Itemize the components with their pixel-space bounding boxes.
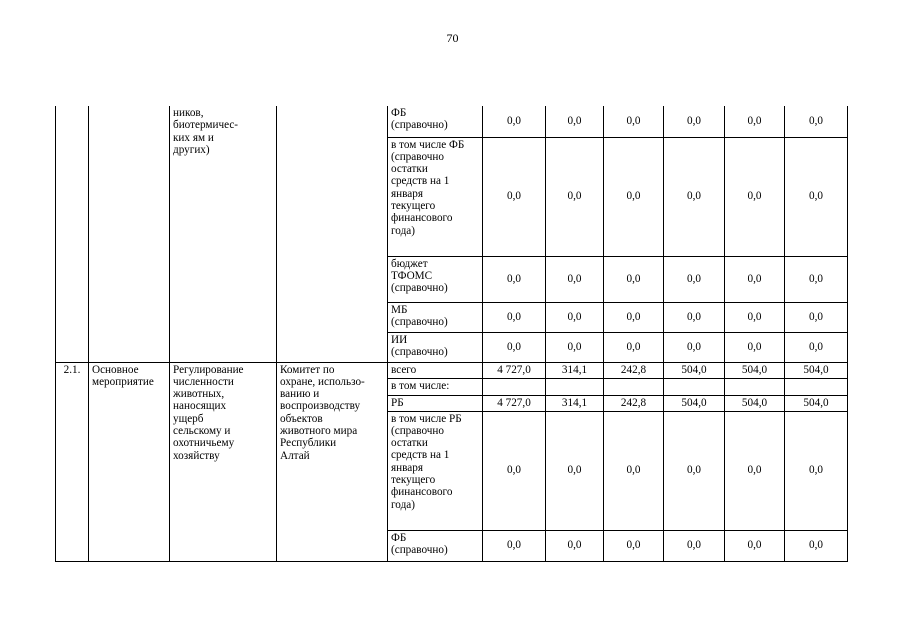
- executor-cell: Комитет по охране, использо- ванию и воспроизводству объектов животного мира Республики Алтай: [277, 362, 388, 561]
- value-cell: [483, 378, 546, 395]
- funding-source-cell: ФБ (справочно): [388, 106, 483, 137]
- funding-source-cell: ФБ (справочно): [388, 530, 483, 561]
- value-cell: [785, 378, 848, 395]
- value-cell: 0,0: [664, 332, 725, 362]
- funding-source-cell: МБ (справочно): [388, 302, 483, 332]
- value-cell: 0,0: [725, 332, 785, 362]
- value-cell: 504,0: [785, 395, 848, 411]
- value-cell: 0,0: [546, 137, 604, 256]
- value-cell: 0,0: [604, 302, 664, 332]
- funding-source-cell: РБ: [388, 395, 483, 411]
- value-cell: 0,0: [604, 411, 664, 530]
- measure-name-cell: ников, биотермичес- ких ям и других): [170, 106, 277, 362]
- value-cell: 0,0: [483, 530, 546, 561]
- value-cell: [604, 378, 664, 395]
- value-cell: 0,0: [546, 332, 604, 362]
- cell-type-empty: [89, 106, 170, 362]
- value-cell: 0,0: [546, 530, 604, 561]
- value-cell: 0,0: [664, 106, 725, 137]
- funding-source-cell: всего: [388, 362, 483, 378]
- value-cell: 0,0: [546, 256, 604, 302]
- value-cell: 314,1: [546, 362, 604, 378]
- value-cell: 0,0: [483, 137, 546, 256]
- funding-source-cell: в том числе РБ (справочно остатки средств на 1 января текущего финансового года): [388, 411, 483, 530]
- value-cell: 0,0: [725, 411, 785, 530]
- value-cell: 0,0: [725, 137, 785, 256]
- value-cell: 314,1: [546, 395, 604, 411]
- funding-source-cell: в том числе:: [388, 378, 483, 395]
- value-cell: 0,0: [546, 106, 604, 137]
- value-cell: 0,0: [483, 256, 546, 302]
- value-cell: 0,0: [483, 302, 546, 332]
- value-cell: 242,8: [604, 395, 664, 411]
- value-cell: 0,0: [664, 256, 725, 302]
- cell-executor-empty: [277, 106, 388, 362]
- value-cell: 504,0: [725, 395, 785, 411]
- value-cell: 0,0: [664, 137, 725, 256]
- value-cell: 504,0: [664, 395, 725, 411]
- value-cell: 0,0: [664, 530, 725, 561]
- value-cell: 4 727,0: [483, 395, 546, 411]
- value-cell: [664, 378, 725, 395]
- value-cell: 0,0: [483, 411, 546, 530]
- value-cell: 0,0: [785, 530, 848, 561]
- cell-number-empty: [56, 106, 89, 362]
- value-cell: 0,0: [604, 137, 664, 256]
- funding-source-cell: в том числе ФБ (справочно остатки средств на 1 января текущего финансового года): [388, 137, 483, 256]
- value-cell: 0,0: [785, 411, 848, 530]
- measure-type-cell: Основное мероприятие: [89, 362, 170, 561]
- value-cell: 0,0: [725, 256, 785, 302]
- value-cell: 0,0: [664, 411, 725, 530]
- value-cell: 0,0: [725, 530, 785, 561]
- value-cell: 0,0: [483, 332, 546, 362]
- value-cell: 0,0: [785, 106, 848, 137]
- value-cell: [725, 378, 785, 395]
- value-cell: 504,0: [664, 362, 725, 378]
- value-cell: 0,0: [664, 302, 725, 332]
- value-cell: 4 727,0: [483, 362, 546, 378]
- funding-source-cell: бюджет ТФОМС (справочно): [388, 256, 483, 302]
- value-cell: 504,0: [725, 362, 785, 378]
- value-cell: 0,0: [725, 302, 785, 332]
- value-cell: 242,8: [604, 362, 664, 378]
- measure-name-cell: Регулирование численности животных, наносящих ущерб сельскому и охотничьему хозяйству: [170, 362, 277, 561]
- value-cell: 0,0: [604, 256, 664, 302]
- page-number: 70: [446, 31, 459, 45]
- budget-table: [55, 106, 848, 562]
- value-cell: 0,0: [785, 332, 848, 362]
- value-cell: 0,0: [785, 302, 848, 332]
- table-row: [56, 106, 848, 137]
- value-cell: 0,0: [725, 106, 785, 137]
- measure-number-cell: 2.1.: [56, 362, 89, 561]
- value-cell: 0,0: [546, 411, 604, 530]
- value-cell: 0,0: [604, 530, 664, 561]
- value-cell: 0,0: [546, 302, 604, 332]
- funding-source-cell: ИИ (справочно): [388, 332, 483, 362]
- table-row: [56, 362, 848, 378]
- value-cell: 0,0: [604, 332, 664, 362]
- value-cell: 0,0: [785, 256, 848, 302]
- value-cell: 0,0: [604, 106, 664, 137]
- value-cell: 0,0: [785, 137, 848, 256]
- value-cell: 504,0: [785, 362, 848, 378]
- value-cell: 0,0: [483, 106, 546, 137]
- value-cell: [546, 378, 604, 395]
